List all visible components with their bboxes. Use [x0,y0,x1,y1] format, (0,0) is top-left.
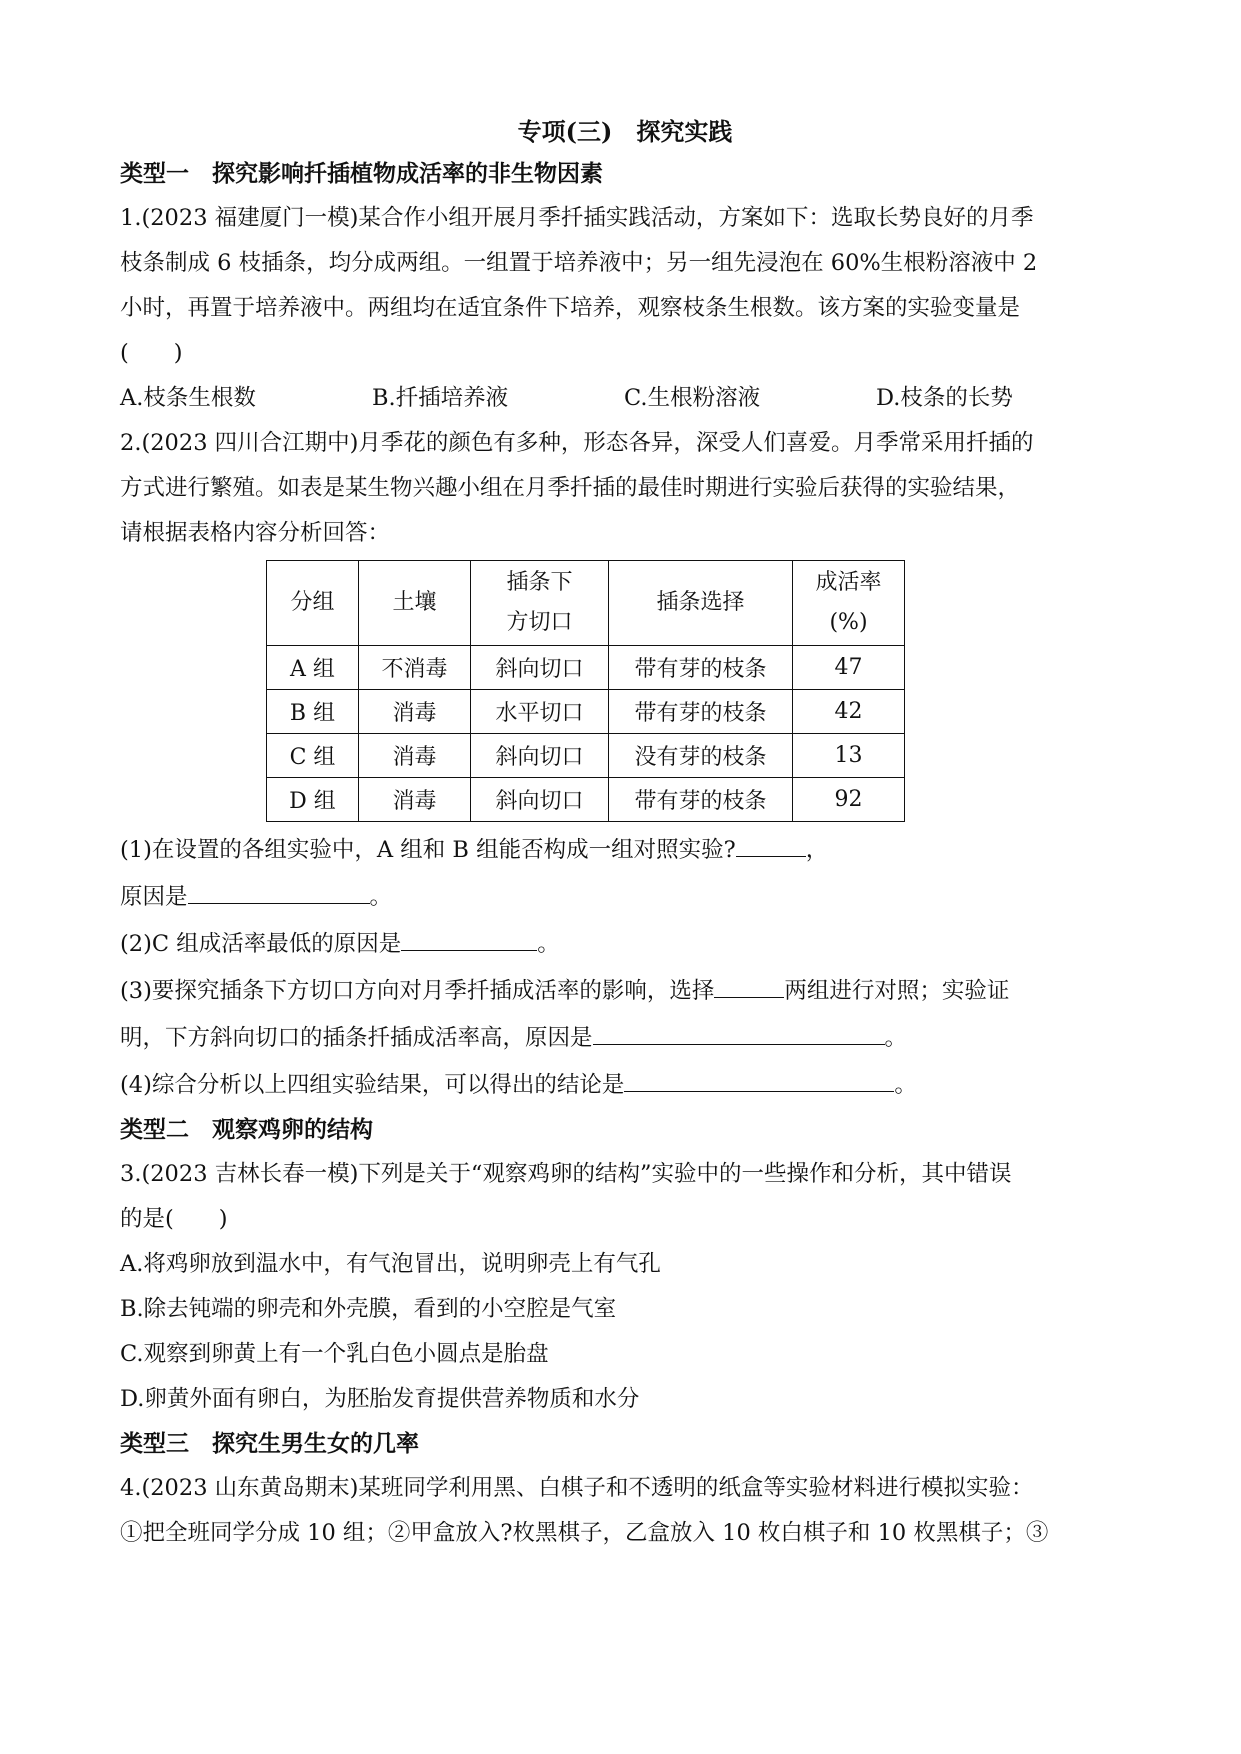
header-cell: 插条下 方切口 [471,561,609,646]
question-line: 的是( ) [120,1206,228,1232]
table-cell: 42 [793,690,905,734]
option-d: D.卵黄外面有卵白，为胚胎发育提供营养物质和水分 [120,1386,640,1412]
option-a: A.将鸡卵放到温水中，有气泡冒出，说明卵壳上有气孔 [120,1251,661,1277]
table-cell: 斜向切口 [471,778,609,822]
sub-question-text: (1)在设置的各组实验中，A 组和 B 组能否构成一组对照实验? [120,837,736,863]
page-title: 专项(三) 探究实践 [517,117,733,146]
question-line: 3.(2023 吉林长春一模)下列是关于“观察鸡卵的结构”实验中的一些操作和分析，其中错误 [120,1161,1012,1187]
sub-question-text: (4)综合分析以上四组实验结果，可以得出的结论是 [120,1072,625,1098]
punctuation: 。 [894,1072,917,1098]
question-line: 方式进行繁殖。如表是某生物兴趣小组在月季扦插的最佳时期进行实验后获得的实验结果， [120,475,1021,501]
question-1 [120,196,1130,421]
answer-blank[interactable] [714,967,784,998]
sub-question-text: 明，下方斜向切口的插条扦插成活率高，原因是 [120,1025,593,1051]
question-line: 小时，再置于培养液中。两组均在适宜条件下培养，观察枝条生根数。该方案的实验变量是 [120,295,1021,321]
sub-question-1-reason [120,873,1130,920]
table-cell: 消毒 [359,778,471,822]
sub-question-text: (2)C 组成活率最低的原因是 [120,931,402,957]
question-line: 4.(2023 山东黄岛期末)某班同学利用黑、白棋子和不透明的纸盒等实验材料进行模拟实验： [120,1475,1034,1501]
table-row [267,778,905,822]
table-cell: 92 [793,778,905,822]
answer-bracket: ( ) [120,340,183,366]
sub-question-3 [120,967,1130,1014]
document-page [120,112,1130,1556]
sub-question-2 [120,920,1130,967]
results-table [266,560,905,822]
question-2 [120,421,1130,1108]
punctuation: 。 [369,884,393,910]
table-cell: 斜向切口 [471,646,609,690]
option-d: D.枝条的长势 [876,385,1013,411]
table-cell: 斜向切口 [471,734,609,778]
punctuation: 。 [537,931,560,957]
answer-blank[interactable] [593,1014,885,1045]
table-cell: C 组 [267,734,359,778]
section-heading-2: 类型二 观察鸡卵的结构 [120,1116,373,1143]
option-row [120,376,1130,421]
table-cell: 不消毒 [359,646,471,690]
sub-question-text: 原因是 [120,884,188,910]
header-cell: 插条选择 [609,561,793,646]
header-cell: 分组 [267,561,359,646]
question-line: 1.(2023 福建厦门一模)某合作小组开展月季扦插实践活动，方案如下：选取长势良好的月季 [120,205,1034,231]
table-cell: 带有芽的枝条 [609,646,793,690]
option-a: A.枝条生根数 [120,385,256,411]
table-cell: 带有芽的枝条 [609,778,793,822]
header-cell: 成活率 (%) [793,561,905,646]
sub-question-1 [120,826,1130,873]
table-cell: 消毒 [359,690,471,734]
sub-question-4 [120,1061,1130,1108]
table-cell: 47 [793,646,905,690]
answer-blank[interactable] [188,873,370,904]
question-3 [120,1152,1130,1422]
table-cell: 消毒 [359,734,471,778]
table-header-row [267,561,905,646]
sub-question-text: 两组进行对照；实验证 [784,978,1010,1004]
option-b: B.扦插培养液 [372,385,509,411]
punctuation: 。 [884,1025,908,1051]
question-line: 请根据表格内容分析回答： [120,520,391,546]
option-c: C.观察到卵黄上有一个乳白色小圆点是胎盘 [120,1341,549,1367]
section-heading-1: 类型一 探究影响扦插植物成活率的非生物因素 [120,160,603,187]
table-cell: 水平切口 [471,690,609,734]
question-line: 枝条制成 6 枝插条，均分成两组。一组置于培养液中；另一组先浸泡在 60%生根粉溶液中 2 [120,250,1038,276]
punctuation: ， [805,837,829,863]
sub-question-text: (3)要探究插条下方切口方向对月季扦插成活率的影响，选择 [120,978,715,1004]
table-row [267,734,905,778]
answer-blank[interactable] [736,826,806,857]
table-cell: B 组 [267,690,359,734]
answer-blank[interactable] [401,920,537,951]
question-line: 2.(2023 四川合江期中)月季花的颜色有多种，形态各异，深受人们喜爱。月季常采用扦插的 [120,430,1034,456]
answer-blank[interactable] [624,1061,894,1092]
header-cell: 土壤 [359,561,471,646]
table-cell: 带有芽的枝条 [609,690,793,734]
table-row [267,646,905,690]
table-cell: A 组 [267,646,359,690]
table-cell: D 组 [267,778,359,822]
table-row [267,690,905,734]
table-cell: 没有芽的枝条 [609,734,793,778]
option-b: B.除去钝端的卵壳和外壳膜，看到的小空腔是气室 [120,1296,617,1322]
sub-question-3-reason [120,1014,1130,1061]
section-heading-3: 类型三 探究生男生女的几率 [120,1430,419,1457]
question-4 [120,1466,1130,1556]
table-cell: 13 [793,734,905,778]
question-line: ①把全班同学分成 10 组；②甲盒放入?枚黑棋子，乙盒放入 10 枚白棋子和 10 枚黑棋子；③ [120,1520,1049,1546]
option-c: C.生根粉溶液 [624,385,761,411]
